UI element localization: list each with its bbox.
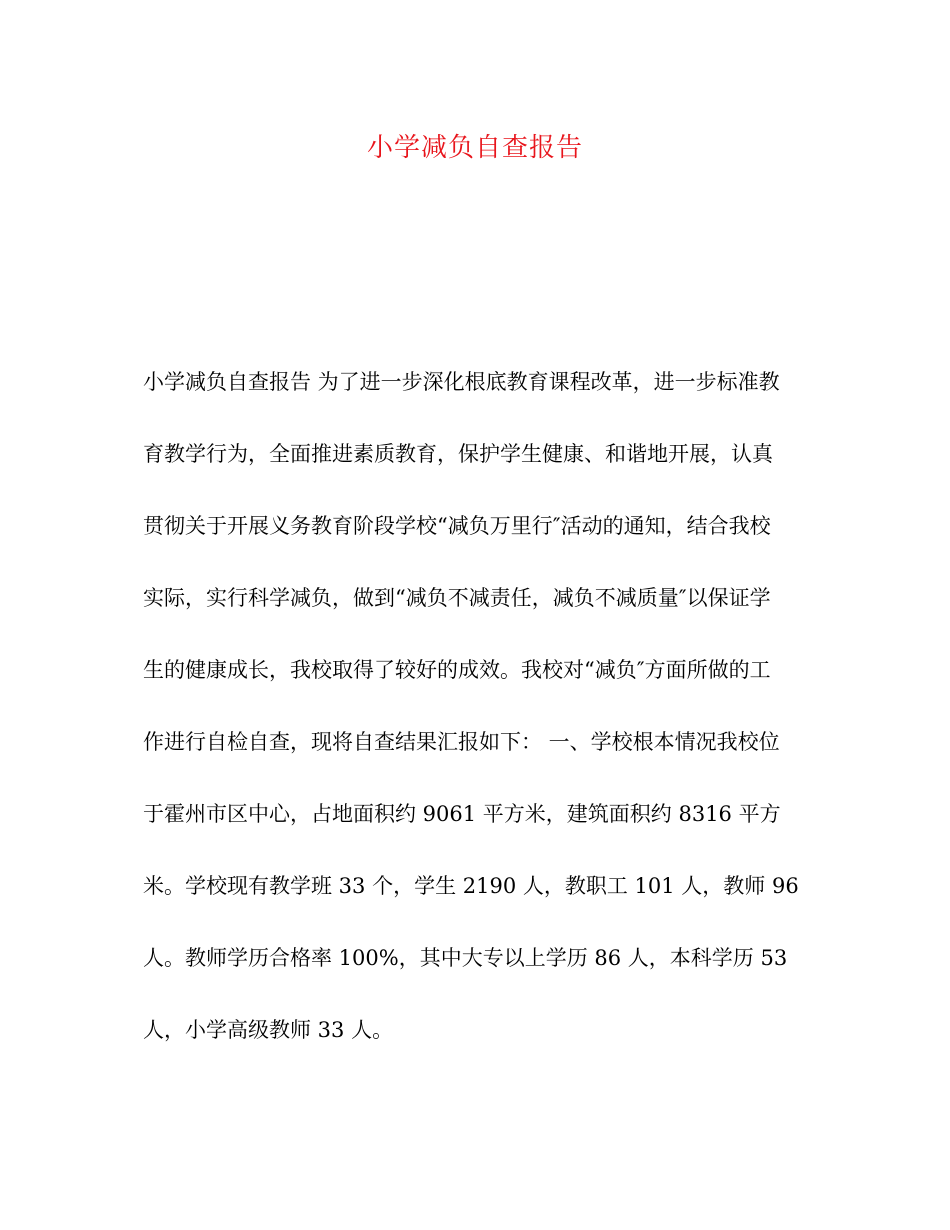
body-line: 米。学校现有教学班 33 个，学生 2190 人，教职工 101 人，教师 96 bbox=[143, 874, 799, 898]
body-line: 于霍州市区中心，占地面积约 9061 平方米，建筑面积约 8316 平方 bbox=[143, 802, 781, 826]
body-line: 育教学行为，全面推进素质教育，保护学生健康、和谐地开展，认真 bbox=[143, 442, 773, 466]
body-line: 生的健康成长，我校取得了较好的成效。我校对“减负″方面所做的工 bbox=[143, 658, 771, 682]
body-line: 贯彻关于开展义务教育阶段学校“减负万里行″活动的通知，结合我校 bbox=[143, 514, 771, 538]
body-line: 作进行自检自查，现将自查结果汇报如下： 一、学校根本情况我校位 bbox=[143, 730, 780, 754]
body-line: 人。教师学历合格率 100%，其中大专以上学历 86 人，本科学历 53 bbox=[143, 946, 788, 970]
body-line: 实际，实行科学减负，做到“减负不减责任，减负不减质量″以保证学 bbox=[143, 586, 771, 610]
body-line: 人，小学高级教师 33 人。 bbox=[143, 1018, 394, 1042]
document-body bbox=[143, 362, 823, 1082]
document-title: 小学减负自查报告 bbox=[366, 133, 583, 163]
body-line: 小学减负自查报告 为了进一步深化根底教育课程改革，进一步标准教 bbox=[143, 370, 780, 394]
